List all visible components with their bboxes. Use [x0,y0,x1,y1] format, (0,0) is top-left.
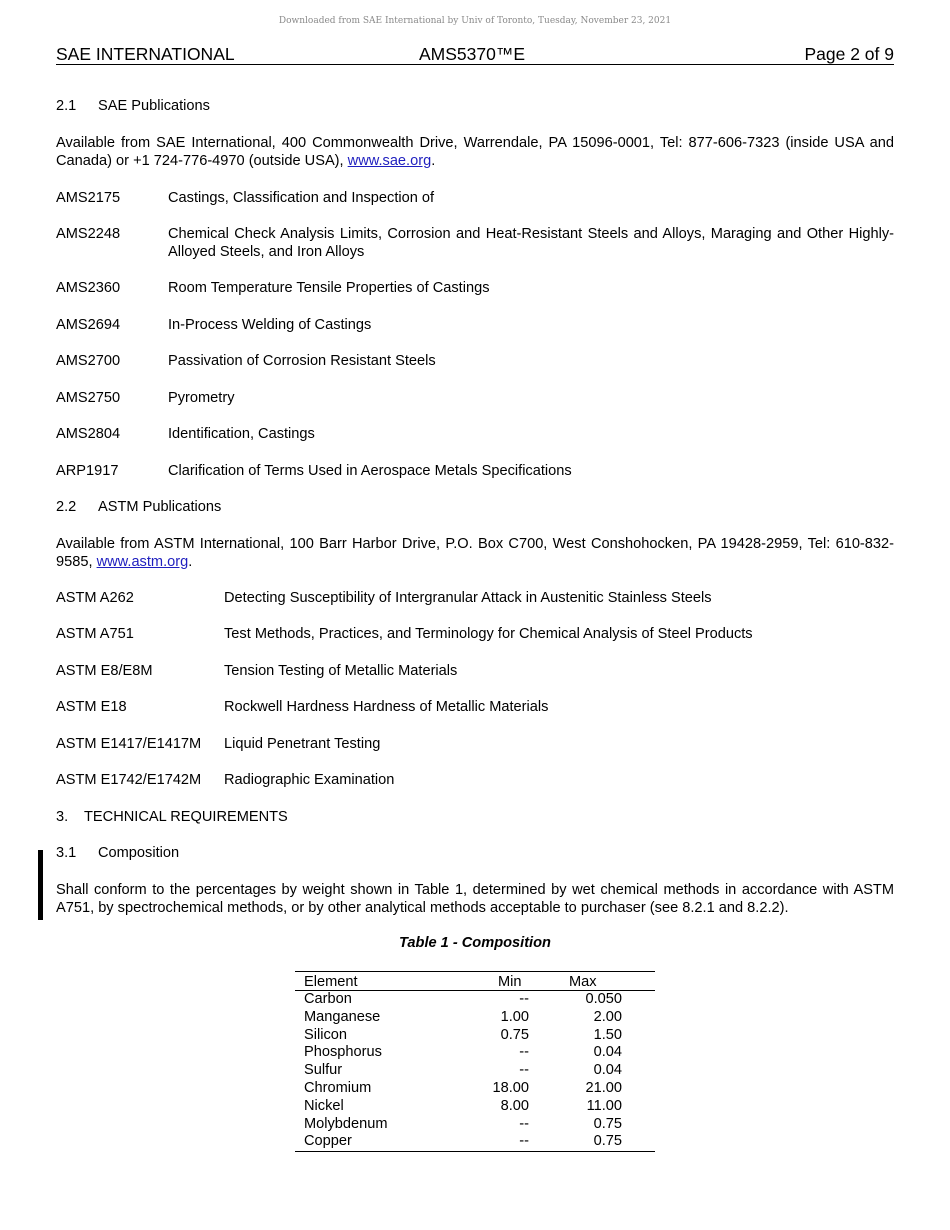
reference-code: AMS2248 [56,226,121,242]
reference-code: AMS2750 [56,390,121,406]
download-watermark: Downloaded from SAE International by Univ of Toronto, Tuesday, November 23, 2021 [278,16,672,26]
reference-title: Passivation of Corrosion Resistant Steels [168,353,436,369]
max-cell: 1.50 [593,1026,622,1043]
reference-title: Detecting Susceptibility of Intergranular Attack in Austenitic Stainless Steels [224,590,712,606]
min-cell: -- [519,1133,529,1150]
reference-code: ASTM A262 [56,590,134,606]
element-cell: Nickel [304,1097,344,1114]
section-title: ASTM Publications [98,499,222,515]
astm-website-link[interactable]: www.astm.org [96,554,189,570]
min-cell: -- [519,1062,529,1079]
header-publisher: SAE INTERNATIONAL [56,44,235,64]
element-cell: Carbon [304,991,352,1007]
min-cell: 1.00 [500,1008,529,1025]
reference-code: AMS2694 [56,317,121,333]
table-row [295,1098,655,1116]
column-header-min: Min [498,974,522,990]
astm-availability-end: . [188,554,193,570]
section-number: 2.2 [56,499,77,515]
max-cell: 2.00 [593,1008,622,1025]
sae-availability-end: . [431,153,436,169]
table-row [295,1116,655,1134]
max-cell: 0.75 [593,1115,622,1132]
element-cell: Phosphorus [304,1044,382,1061]
column-header-max: Max [569,974,597,990]
reference-title: Identification, Castings [168,426,315,442]
element-cell: Molybdenum [304,1115,388,1132]
section-2-2-heading [56,498,894,516]
reference-title: Pyrometry [168,390,235,406]
table-row [295,1062,655,1080]
table-header-row [295,972,655,991]
section-3-heading [56,808,894,826]
reference-title: Chemical Check Analysis Limits, Corrosion and Heat-Resistant Steels and Alloys, Maraging and Other Highly-Alloyed Steels, and Iron Alloys [168,226,894,260]
max-cell: 0.050 [585,991,622,1007]
section-title: TECHNICAL REQUIREMENTS [84,809,288,825]
astm-availability-text: Available from ASTM International, 100 Barr Harbor Drive, P.O. Box C700, West Conshohocken, PA 19428-2959, Tel: 610-832-9585, [56,536,894,570]
section-2-1-heading [56,97,894,115]
reference-code: ASTM E1417/E1417M [56,736,202,752]
reference-code: ASTM E8/E8M [56,663,153,679]
table-row [295,1080,655,1098]
table-row [295,1133,655,1151]
header-page-number: Page 2 of 9 [804,44,894,64]
min-cell: -- [519,991,529,1007]
sae-website-link[interactable]: www.sae.org [347,153,432,169]
min-cell: -- [519,1115,529,1132]
max-cell: 0.75 [593,1133,622,1150]
max-cell: 0.04 [593,1044,622,1061]
reference-title: Castings, Classification and Inspection of [168,190,435,206]
page-header [56,44,894,65]
section-title: SAE Publications [98,98,210,114]
element-cell: Copper [304,1133,352,1150]
revision-change-bar [38,850,43,920]
reference-title: Room Temperature Tensile Properties of Castings [168,280,490,296]
reference-title: In-Process Welding of Castings [168,317,372,333]
reference-title: Rockwell Hardness Hardness of Metallic Materials [224,699,549,715]
table-row [295,1009,655,1027]
table-row [295,991,655,1009]
max-cell: 0.04 [593,1062,622,1079]
table-1-caption: Table 1 - Composition [399,935,551,951]
element-cell: Silicon [304,1026,347,1043]
section-3-1-heading [56,844,894,862]
reference-code: AMS2175 [56,190,121,206]
min-cell: 18.00 [492,1079,529,1096]
column-header-element: Element [304,974,358,990]
element-cell: Sulfur [304,1062,343,1079]
section-number: 3. [56,809,69,825]
max-cell: 21.00 [585,1079,622,1096]
composition-paragraph: Shall conform to the percentages by weight shown in Table 1, determined by wet chemical methods in accordance with ASTM A751, by spectrochemical methods, or by other analytical methods acceptable to purchaser (see 8.2.1 and 8.2.2). [56,882,894,916]
table-row [295,1044,655,1062]
reference-code: AMS2360 [56,280,121,296]
reference-title: Test Methods, Practices, and Terminology for Chemical Analysis of Steel Products [224,626,753,642]
table-row [295,1027,655,1045]
composition-table [295,971,655,1152]
section-number: 2.1 [56,98,77,114]
reference-code: AMS2804 [56,426,121,442]
reference-title: Clarification of Terms Used in Aerospace Metals Specifications [168,463,572,479]
reference-code: ASTM E18 [56,699,127,715]
min-cell: -- [519,1044,529,1061]
min-cell: 8.00 [500,1097,529,1114]
reference-title: Radiographic Examination [224,772,395,788]
sae-availability-text: Available from SAE International, 400 Commonwealth Drive, Warrendale, PA 15096-0001, Tel: 877-606-7323 (inside USA and Canada) or +1 724-776-4970 (outside USA), [56,135,894,169]
min-cell: 0.75 [500,1026,529,1043]
section-title: Composition [98,845,180,861]
reference-code: ASTM A751 [56,626,134,642]
element-cell: Chromium [304,1079,372,1096]
element-cell: Manganese [304,1008,381,1025]
max-cell: 11.00 [586,1097,622,1114]
astm-availability-paragraph [56,535,894,571]
reference-code: ARP1917 [56,463,119,479]
reference-title: Tension Testing of Metallic Materials [224,663,458,679]
sae-availability-paragraph [56,134,894,170]
reference-code: ASTM E1742/E1742M [56,772,202,788]
section-number: 3.1 [56,845,77,861]
header-document-number: AMS5370™E [419,44,526,64]
reference-code: AMS2700 [56,353,121,369]
reference-title: Liquid Penetrant Testing [224,736,381,752]
